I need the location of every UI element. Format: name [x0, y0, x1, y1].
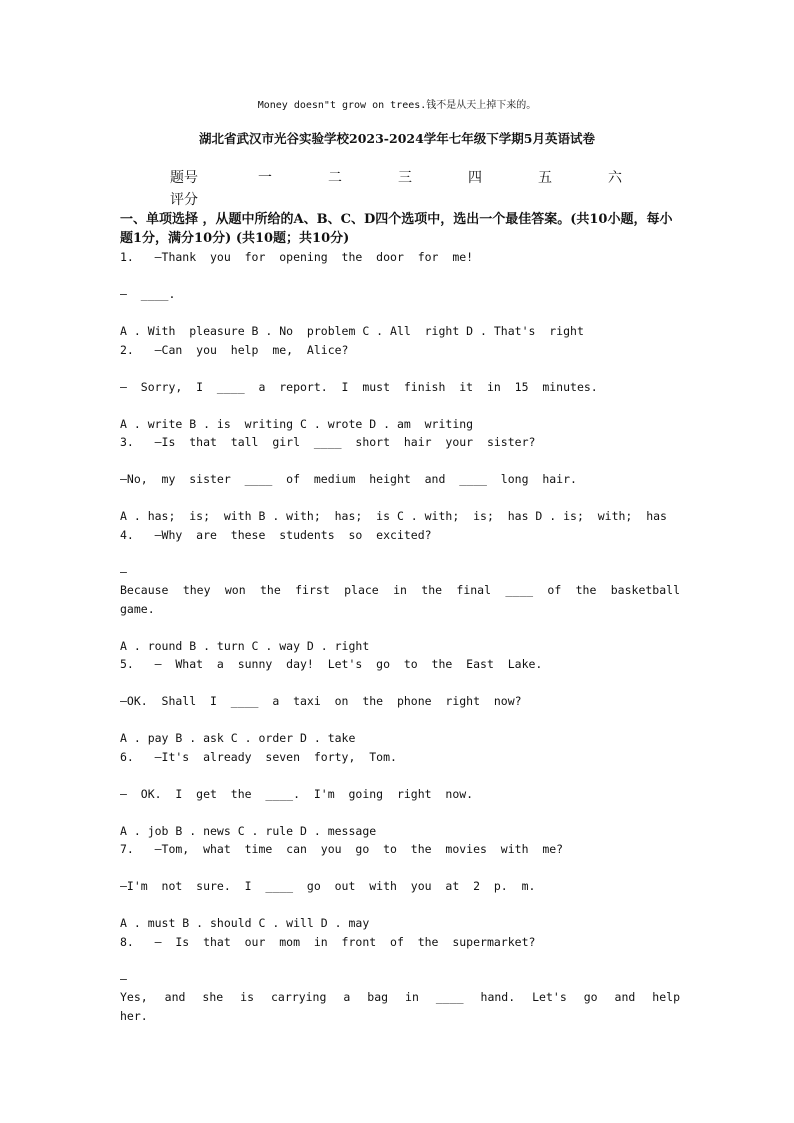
- dialogue-answer: —No, my sister ____ of medium height and ____ long hair.: [120, 472, 577, 486]
- exam-title: 湖北省武汉市光谷实验学校2023-2024学年七年级下学期5月英语试卷: [199, 131, 595, 146]
- question-text: 8. — Is that our mom in front of the supermarket?: [120, 934, 536, 949]
- score-table-col: 四: [468, 170, 482, 186]
- score-table-score-label: 评分: [170, 192, 198, 208]
- dialogue-answer: —I'm not sure. I ____ go out with you at 2 p. m.: [120, 879, 536, 893]
- answer-options: A . With pleasure B . No problem C . All right D . That's right: [120, 324, 584, 338]
- score-table-header-row: [170, 166, 650, 188]
- answer-options: A . has; is; with B . with; has; is C . with; is; has D . is; with; has: [120, 509, 667, 523]
- section-heading: 一、单项选择 ，从题中所给的A、B、C、D四个选项中，选出一个最佳答案。(共10小题，每小题1分，满分10分) (共10题；共10分): [120, 212, 673, 246]
- question-text: 6. —It's already seven forty, Tom.: [120, 749, 397, 764]
- score-table-col: 二: [328, 170, 342, 186]
- dialogue-answer: —OK. Shall I ____ a taxi on the phone right now?: [120, 694, 522, 708]
- question-text: 7. —Tom, what time can you go to the movies with me?: [120, 842, 564, 856]
- page-header-quote: Money doesn"t grow on trees.钱不是从天上掉下来的。: [257, 100, 537, 111]
- dialogue-answer: Yes, and she is carrying a bag in ____ hand. Let's go and help her.: [120, 990, 680, 1023]
- score-table-col: 三: [398, 170, 412, 186]
- answer-options: A . pay B . ask C . order D . take: [120, 731, 356, 745]
- answer-options: A . must B . should C . will D . may: [120, 916, 370, 930]
- question-list: [120, 248, 680, 1025]
- score-table-col: 五: [538, 170, 552, 186]
- question-text: 5. — What a sunny day! Let's go to the East Lake.: [120, 657, 543, 671]
- score-table-score-row: [170, 188, 650, 210]
- score-table: [170, 166, 650, 210]
- dialogue-answer: — OK. I get the ____. I'm going right now.: [120, 786, 474, 801]
- dialogue-dash: —: [120, 564, 127, 579]
- question-text: 2. —Can you help me, Alice?: [120, 342, 349, 357]
- answer-options: A . round B . turn C . way D . right: [120, 638, 370, 653]
- answer-options: A . write B . is writing C . wrote D . am writing: [120, 416, 474, 431]
- score-table-row-label: 题号: [170, 170, 198, 186]
- question-text: 1. —Thank you for opening the door for me!: [120, 250, 474, 264]
- question-text: 4. —Why are these students so excited?: [120, 527, 432, 542]
- dialogue-answer: Because they won the first place in the final ____ of the basketball game.: [120, 583, 680, 616]
- score-table-col: 六: [608, 170, 622, 186]
- dialogue-answer: — Sorry, I ____ a report. I must finish it in 15 minutes.: [120, 379, 598, 394]
- dialogue-dash: —: [120, 971, 127, 986]
- question-text: 3. —Is that tall girl ____ short hair your sister?: [120, 435, 536, 449]
- answer-options: A . job B . news C . rule D . message: [120, 823, 377, 838]
- score-table-col: 一: [258, 170, 272, 186]
- dialogue-answer: — ____.: [120, 287, 176, 301]
